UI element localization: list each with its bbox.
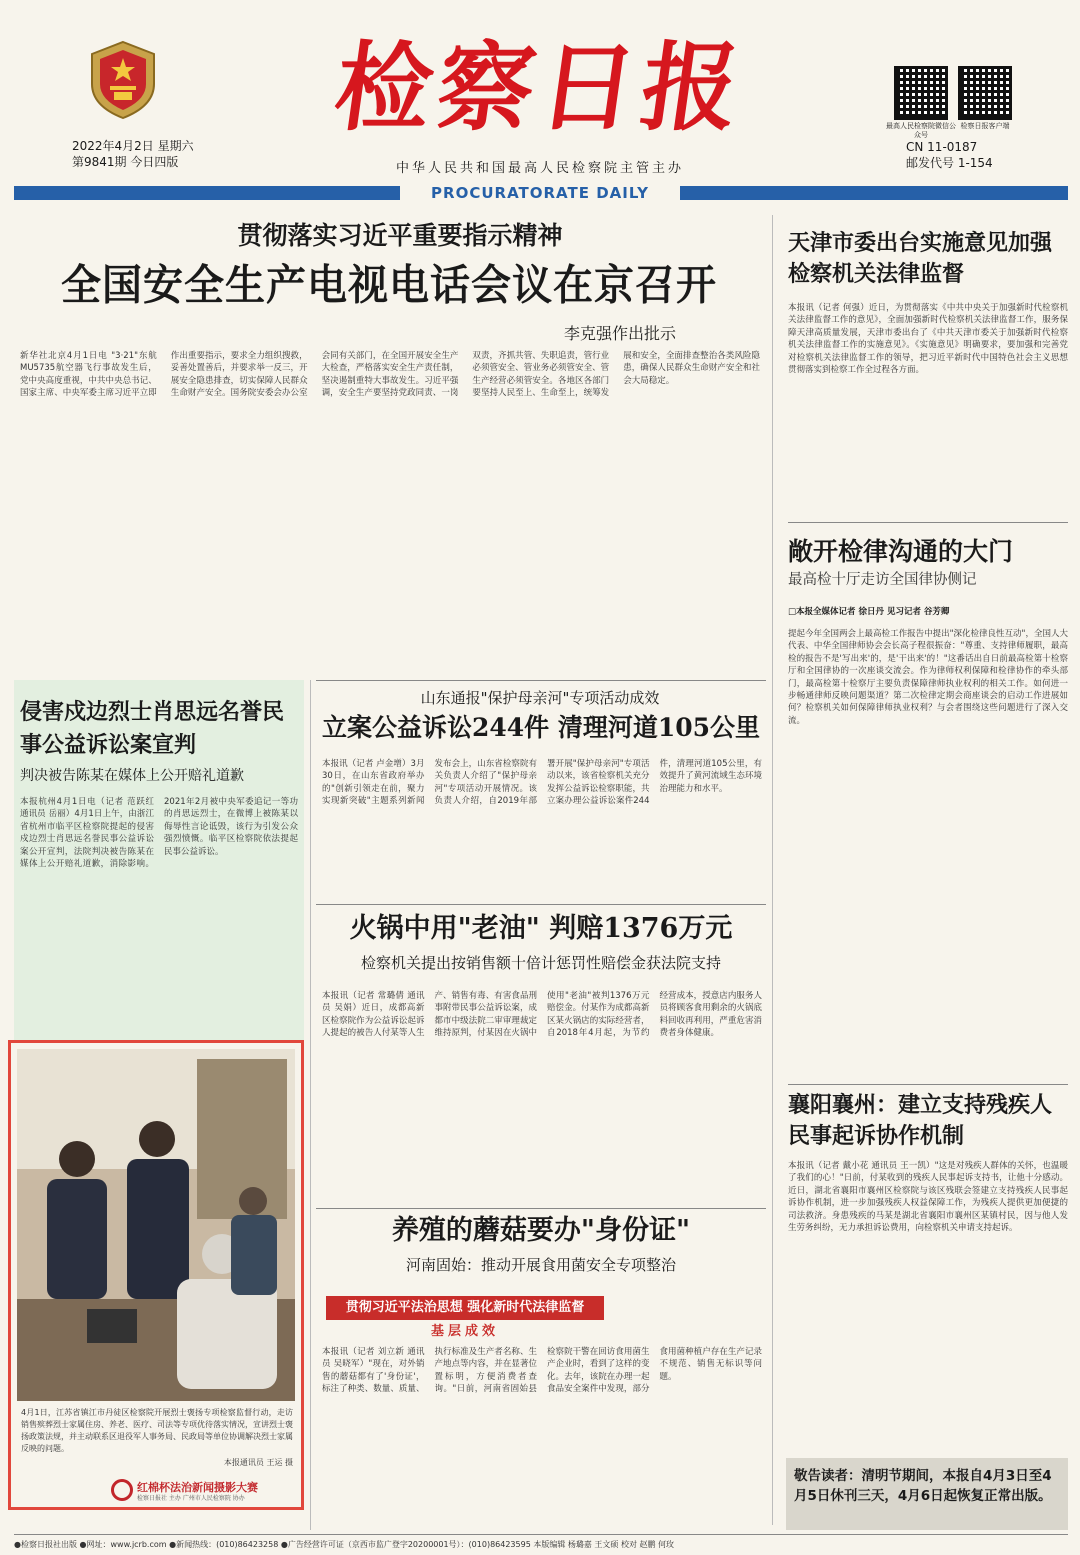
shandong-headline: 立案公益诉讼244件 清理河道105公里 xyxy=(321,713,761,742)
divider xyxy=(316,1208,766,1209)
mushroom-body: 本报讯（记者 刘立新 通讯员 吴晓军）"现在，对外销售的蘑菇都有了'身份证'，标注了种类、数量、质量、执行标准及生产者名称、生产地点等内容，并在显著位置标明，方便消费者查询。"日前，河南省固始县检察院干警在回访食用菌生产企业时，看到了这样的变化。去年，该院在办理一起食品安全案件中发现，部分食用菌种植户存在生产记录不规范、销售无标识等问题。 xyxy=(322,1347,762,1395)
contest-name: 红棉杯法治新闻摄影大赛 xyxy=(137,1481,258,1494)
hotpot-headline: 火锅中用"老油" 判赔1376万元 xyxy=(349,913,733,944)
photo-box xyxy=(8,1040,304,1510)
qr-label-app: 检察日报客户端 xyxy=(960,122,1010,130)
green-headline: 侵害戍边烈士肖思远名誉民事公益诉讼案宣判 xyxy=(20,699,285,758)
newspaper-title: 检察日报 xyxy=(328,31,753,144)
divider xyxy=(316,904,766,905)
contest-logo-icon xyxy=(111,1479,133,1501)
photo-caption: 4月1日，江苏省镇江市丹徒区检察院开展烈士褒扬专项检察监督行动，走访销售殡葬烈士家属住房、养老、医疗、司法等专项优待落实情况，宣讲烈士褒扬政策法规，并主动联系区退役军人事务局、民政局等单位协调解决烈士家属反映的问题。 xyxy=(21,1408,293,1453)
channel-body: 提起今年全国两会上最高检工作报告中提出"深化检律良性互动"，全国人大代表、中华全国律师协会会长高子程很振奋："尊重、支持律师履职，最高检的报告不是'写出来'的，是'干出来'的！"这番话出自日前最高检第十检察厅和全国律协的一次座谈交流会。作为律师权利保障和检律协作的牵头部门，最高检第十检察厅主要负责保障律师执业权利的相关工作。如何进一步畅通律师反映问题渠道？第二次检律定期会商座谈会的启动工作进展如何？检察机关如何保障律师执业权利？与会者围绕这些问题进行了深入交流。 xyxy=(788,629,1068,726)
reader-notice: 敬告读者：清明节期间，本报自4月3日至4月5日休刊三天，4月6日起恢复正常出版。 xyxy=(794,1468,1052,1504)
lead-subheadline: 李克强作出批示 xyxy=(563,324,676,343)
channel-byline: □本报全媒体记者 徐日丹 见习记者 谷芳卿 xyxy=(788,607,950,617)
column-divider xyxy=(310,680,311,1530)
news-photo xyxy=(17,1049,295,1401)
lead-headline: 全国安全生产电视电话会议在京召开 xyxy=(61,261,717,311)
issue-date: 2022年4月2日 星期六 xyxy=(72,139,194,153)
lead-body: 新华社北京4月1日电 "3·21"东航MU5735航空器飞行事故发生后，党中央高度重视，中共中央总书记、国家主席、中央军委主席习近平立即作出重要指示，要求全力组织搜救，妥善处置善后，并要求举一反三，开展安全隐患排查，切实保障人民群众生命财产安全。国务院安委会办公室会同有关部门，在全国开展安全生产大检查，严格落实安全生产责任制，坚决遏制重特大事故发生。习近平强调，安全生产要坚持党政同责、一岗双责，齐抓共管、失职追责，管行业必须管安全、管业务必须管安全、管生产经营必须管安全。各地区各部门要坚持人民至上、生命至上，统筹发展和安全，全面排查整治各类风险隐患，确保人民群众生命财产安全和社会大局稳定。 xyxy=(20,351,760,399)
mushroom-subheadline: 河南固始：推动开展食用菌安全专项整治 xyxy=(405,1256,676,1274)
green-subheadline: 判决被告陈某在媒体上公开赔礼道歉 xyxy=(20,768,244,784)
hotpot-subheadline: 检察机关提出按销售额十倍计惩罚性赔偿金获法院支持 xyxy=(360,954,721,972)
issue-number: 第9841期 今日四版 xyxy=(72,155,179,169)
lead-kicker: 贯彻落实习近平重要指示精神 xyxy=(237,221,563,250)
xiangyang-body: 本报讯（记者 戴小花 通讯员 王一凯）"这是对残疾人群体的关怀，也温暖了我们的心！"日前，付某收到的残疾人民事起诉支持书，让他十分感动。近日，湖北省襄阳市襄州区检察院与该区残联会签建立支持残疾人民事起诉协作机制，进一步加强残疾人权益保障工作，为残疾人提供更加便捷的司法救济。身患残疾的马某是湖北省襄阳市襄州区某镇村民，因与他人发生劳务纠纷，无力承担诉讼费用，向检察机关申请支持起诉。 xyxy=(788,1161,1068,1234)
shandong-kicker: 山东通报"保护母亲河"专项活动成效 xyxy=(420,689,660,707)
app-qr-code-icon xyxy=(958,66,1012,120)
wechat-qr-code-icon xyxy=(894,66,948,120)
divider xyxy=(316,680,766,681)
masthead-subtitle: 中华人民共和国最高人民检察院主管主办 xyxy=(395,161,684,176)
english-title: PROCURATORATE DAILY xyxy=(400,184,680,202)
green-body: 本报杭州4月1日电（记者 范跃红 通讯员 岳丽）4月1日上午，由浙江省杭州市临平区检察院提起的侵害戍边烈士肖思远名誉民事公益诉讼案公开宣判，法院判决被告陈某在媒体上公开赔礼道歉，消除影响。2021年2月被中央军委追记一等功的肖思远烈士，在微博上被陈某以侮辱性言论诋毁，该行为引发公众强烈愤慨。临平区检察院依法提起民事公益诉讼。 xyxy=(20,797,298,870)
masthead xyxy=(0,0,1080,205)
column-divider xyxy=(772,215,773,1525)
mushroom-headline: 养殖的蘑菇要办"身份证" xyxy=(391,1215,691,1246)
channel-subheadline: 最高检十厅走访全国律协侧记 xyxy=(788,572,977,588)
xiangyang-headline: 襄阳襄州：建立支持残疾人民事起诉协作机制 xyxy=(788,1092,1053,1149)
divider xyxy=(788,522,1068,523)
contest-organizers: 检察日报社 主办 广州市人民检察院 协办 xyxy=(137,1495,245,1502)
hotpot-body: 本报讯（记者 常璐倩 通讯员 吴娟）近日，成都高新区检察院作为公益诉讼起诉人提起的被告人付某等人生产、销售有毒、有害食品刑事附带民事公益诉讼案，成都市中级法院二审审理裁定维持原判，付某因在火锅中使用"老油"被判1376万元赔偿金。付某作为成都高新区某火锅店的实际经营者，自2018年4月起，为节约经营成本，授意店内服务人员将顾客食用剩余的火锅底料回收再利用，严重危害消费者身体健康。 xyxy=(322,991,762,1039)
cn-number: CN 11-0187 xyxy=(906,140,978,154)
divider xyxy=(788,1084,1068,1085)
photo-credit: 本报通讯员 王运 摄 xyxy=(223,1458,293,1467)
page-footer: ●检察日报社出版 ●网址：www.jcrb.com ●新闻热线：(010)86423258 ●广告经营许可证（京西市监广登字20200001号）：(010)86423595 本版编辑 杨璐嘉 王文硕 校对 赵鹏 何玫 xyxy=(14,1534,1068,1554)
tianjin-headline: 天津市委出台实施意见加强检察机关法律监督 xyxy=(788,230,1053,287)
tianjin-body: 本报讯（记者 何强）近日，为贯彻落实《中共中央关于加强新时代检察机关法律监督工作的意见》，全面加强新时代检察机关法律监督工作，服务保障天津高质量发展，天津市委出台了《中共天津市委关于加强新时代检察机关法律监督工作的实施意见》。《实施意见》明确要求，要加强和完善党对检察机关法律监督工作的领导，把习近平新时代中国特色社会主义思想贯彻落实到检察工作全过程各方面。 xyxy=(788,303,1068,376)
channel-headline: 敞开检律沟通的大门 xyxy=(788,537,1014,566)
procuratorate-emblem-icon xyxy=(86,40,160,120)
theme-banner: 贯彻习近平法治思想 强化新时代法律监督 xyxy=(326,1296,604,1320)
theme-banner-sub: 基层成效 xyxy=(430,1324,499,1339)
postal-code: 邮发代号 1-154 xyxy=(906,156,993,170)
qr-label-wechat: 最高人民检察院微信公众号 xyxy=(886,122,956,139)
shandong-body: 本报讯（记者 卢金增）3月30日，在山东省政府举办的"创新引领走在前，聚力实现新突破"主题系列新闻发布会上，山东省检察院有关负责人介绍了"保护母亲河"专项活动开展情况。该负责人介绍，自2019年部署开展"保护母亲河"专项活动以来，该省检察机关充分发挥公益诉讼检察职能，共立案办理公益诉讼案件244件，清理河道105公里，有效提升了黄河流域生态环境治理能力和水平。 xyxy=(322,759,762,807)
